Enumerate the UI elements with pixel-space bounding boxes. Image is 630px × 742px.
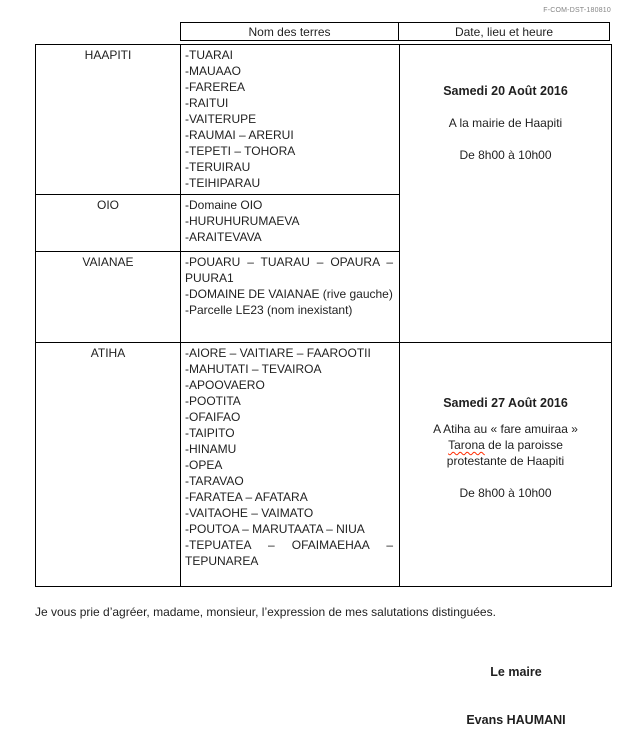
closing-paragraph: Je vous prie d’agréer, madame, monsieur, l’expression de mes salutations distinguées. <box>35 605 496 619</box>
land-item: -POUTOA – MARUTAATA – NIUA <box>185 522 365 536</box>
land-item: -VAITERUPE <box>185 112 257 126</box>
session-2-date: Samedi 27 Août 2016 <box>443 396 568 410</box>
session-1-place: A la mairie de Haapiti <box>448 116 563 130</box>
session-cell-1 <box>400 45 612 343</box>
land-item: -APOOVAERO <box>185 378 265 392</box>
land-item: -DOMAINE DE VAIANAE (rive gauche) <box>185 287 393 301</box>
land-item: -AIORE – VAITIARE – FAAROOTII <box>185 346 371 360</box>
land-item: -OFAIFAO <box>185 410 241 424</box>
session-cell-2 <box>400 343 612 587</box>
land-item: -HINAMU <box>185 442 237 456</box>
session-1-time: De 8h00 à 10h00 <box>459 148 552 162</box>
header-cell-nom-des-terres: Nom des terres <box>180 22 399 41</box>
land-item: -TEPETI – TOHORA <box>185 144 296 158</box>
land-item: -HURUHURUMAEVA <box>185 214 300 228</box>
table-row-atiha <box>36 343 612 587</box>
terres-cell-haapiti <box>181 45 400 195</box>
table-body <box>35 44 612 587</box>
signature-name: Evans HAUMANI <box>466 713 566 727</box>
land-item: -TEIHIPARAU <box>185 176 261 190</box>
land-table <box>35 22 611 587</box>
terres-cell-atiha <box>181 343 400 587</box>
commune-cell-vaianae: VAIANAE <box>36 252 181 343</box>
session-2-place-prefix: A Atiha au « fare amuiraa » <box>433 422 578 436</box>
land-item: -RAITUI <box>185 96 229 110</box>
land-item: -TAIPITO <box>185 426 235 440</box>
spellcheck-word: Tarona <box>448 438 485 452</box>
land-item: -TUARAI <box>185 48 233 62</box>
land-item: -TARAVAO <box>185 474 244 488</box>
header-cell-date-lieu-heure: Date, lieu et heure <box>398 22 610 41</box>
terres-cell-oio <box>181 195 400 252</box>
document-reference-code: F-COM-DST-180810 <box>543 7 611 14</box>
land-item: -POOTITA <box>185 394 241 408</box>
commune-cell-haapiti: HAAPITI <box>36 45 181 195</box>
land-item: -Domaine OIO <box>185 198 263 212</box>
land-item: -TERUIRAU <box>185 160 251 174</box>
signature-title: Le maire <box>490 665 542 679</box>
commune-cell-oio: OIO <box>36 195 181 252</box>
land-item: -MAHUTATI – TEVAIROA <box>185 362 322 376</box>
land-item: -FAREREA <box>185 80 246 94</box>
session-2-place-suffix: de la paroisse protestante de Haapiti <box>446 438 565 468</box>
land-item: -POUARU – TUARAU – OPAURA – PUURA1 <box>185 255 393 285</box>
commune-cell-atiha: ATIHA <box>36 343 181 587</box>
table-row-haapiti <box>36 45 612 195</box>
land-item: -FARATEA – AFATARA <box>185 490 308 504</box>
land-item: -Parcelle LE23 (nom inexistant) <box>185 303 353 317</box>
land-item: -OPEA <box>185 458 223 472</box>
signature-block <box>406 664 626 728</box>
terres-cell-vaianae <box>181 252 400 343</box>
land-item: -MAUAAO <box>185 64 242 78</box>
session-1-date: Samedi 20 Août 2016 <box>443 84 568 98</box>
land-item: -TEPUATEA – OFAIMAEHAA – TEPUNAREA <box>185 538 393 568</box>
table-header-row <box>180 22 611 41</box>
session-2-time: De 8h00 à 10h00 <box>459 486 552 500</box>
session-2-place <box>420 421 591 469</box>
land-item: -ARAITEVAVA <box>185 230 262 244</box>
land-item: -VAITAOHE – VAIMATO <box>185 506 314 520</box>
land-item: -RAUMAI – ARERUI <box>185 128 294 142</box>
